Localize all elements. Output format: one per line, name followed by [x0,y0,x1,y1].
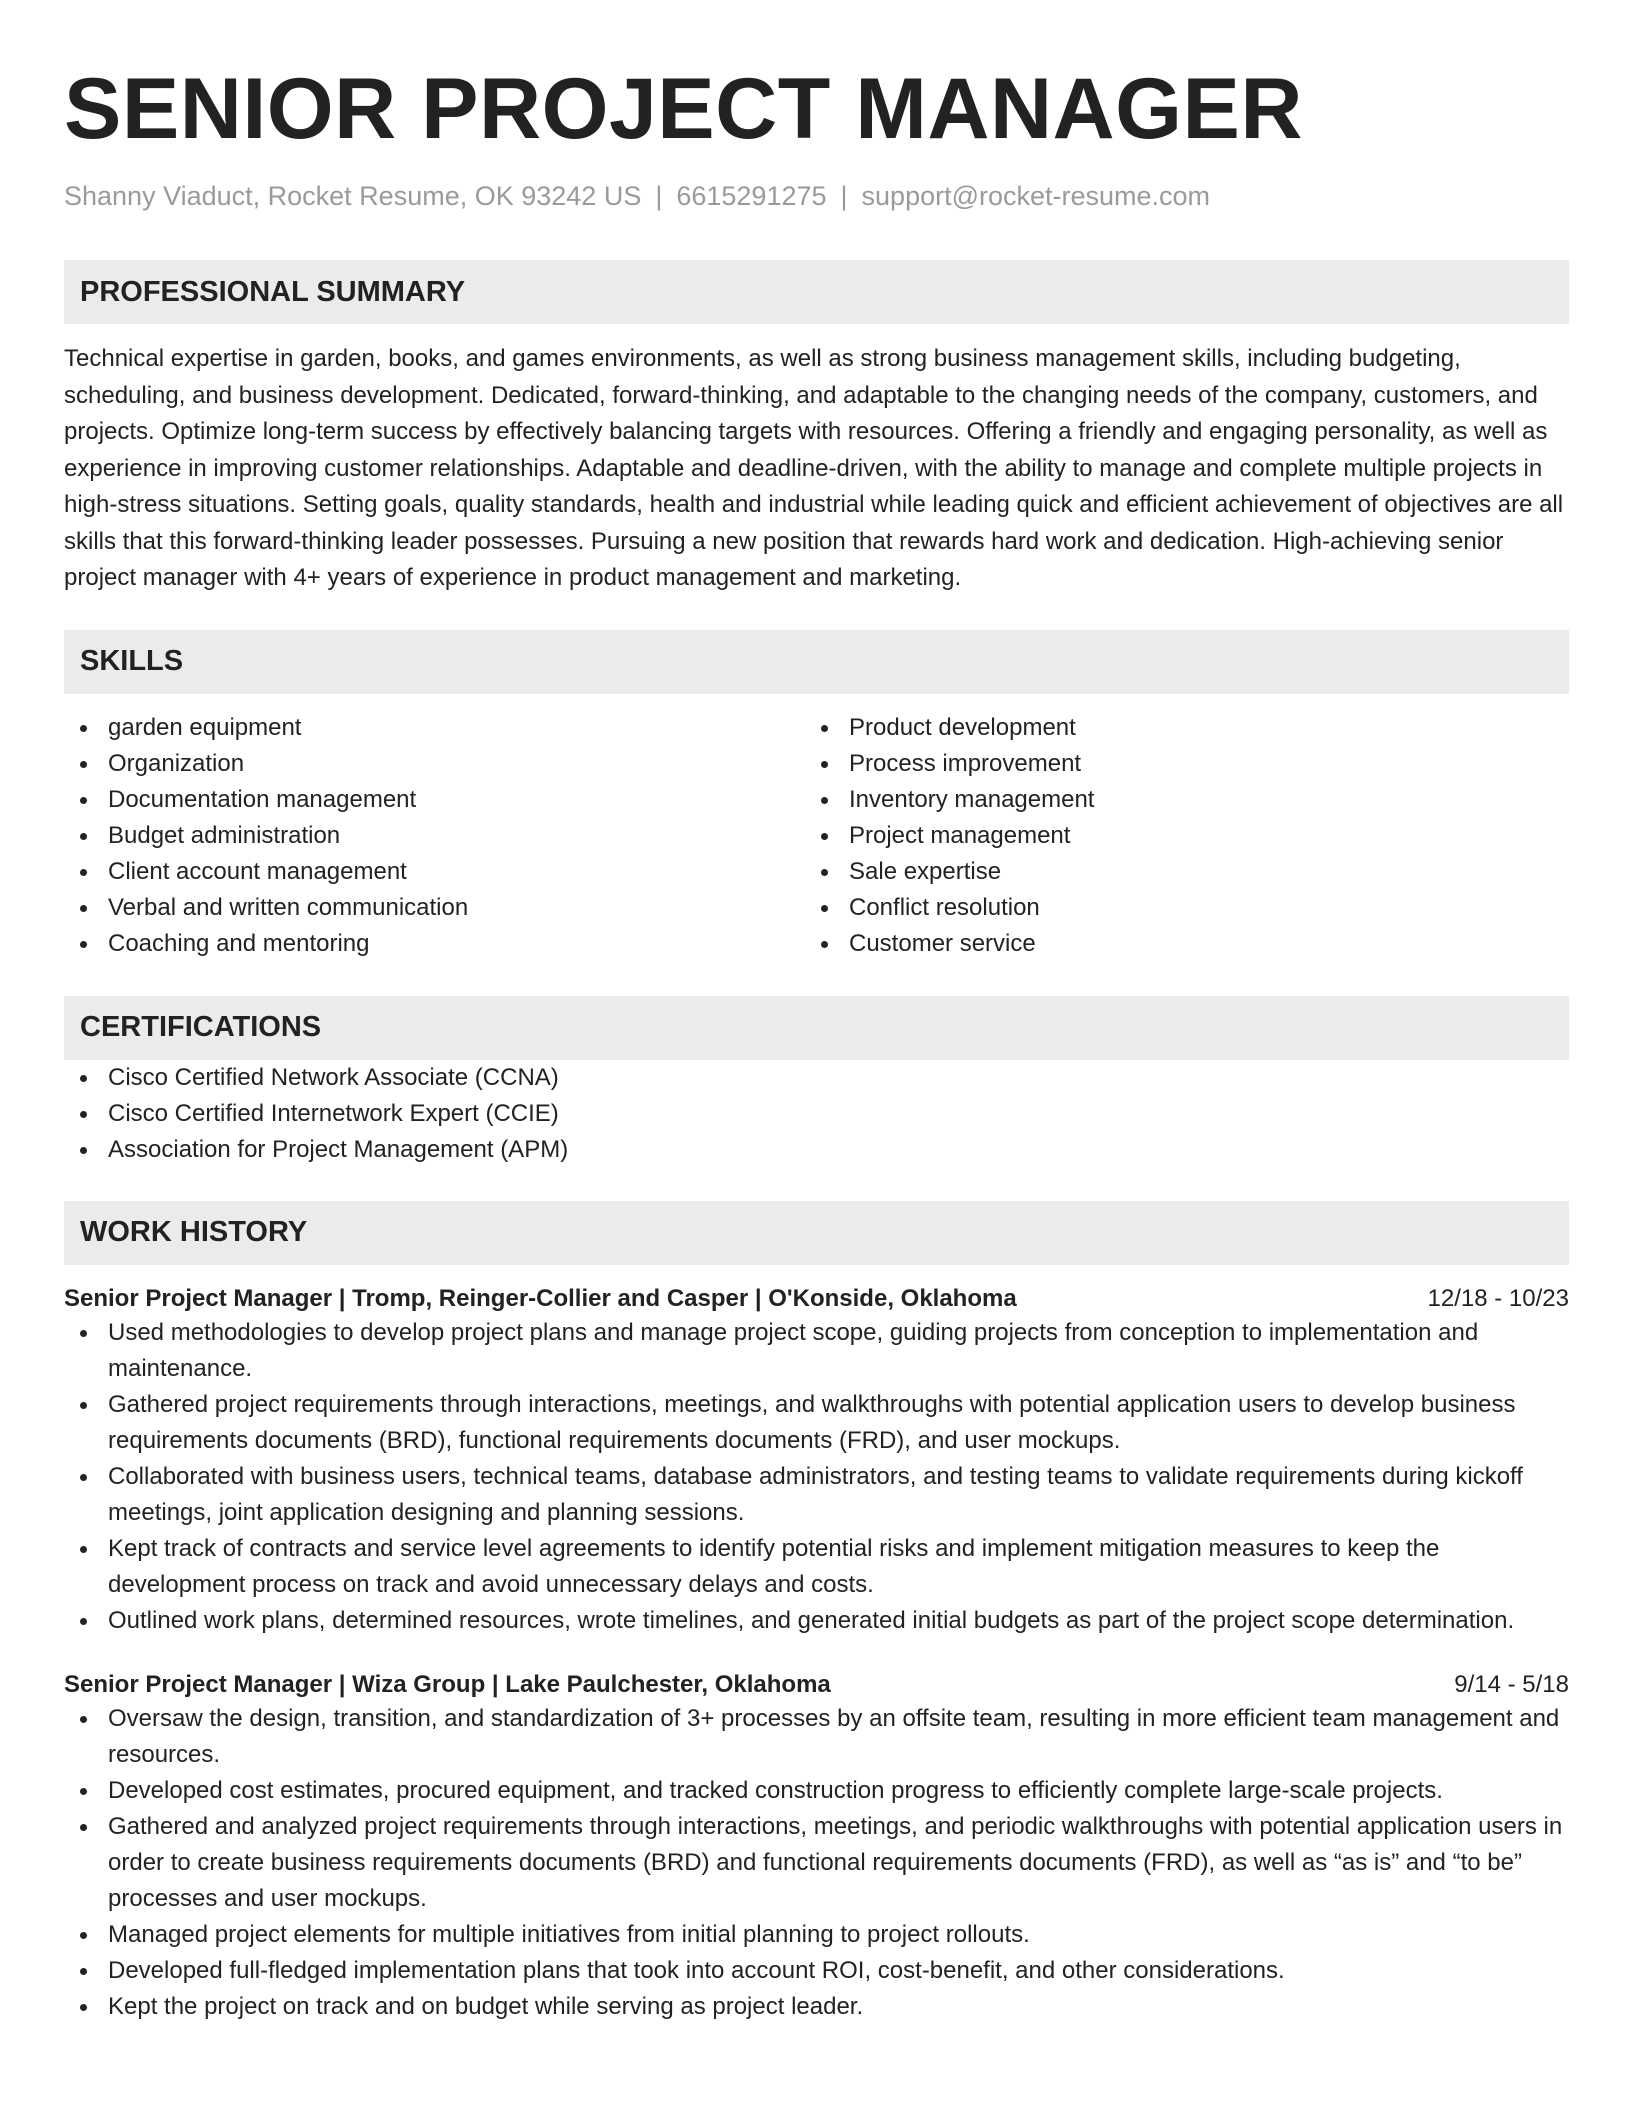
job-bullet: Kept track of contracts and service level agreements to identify potential risks and implement mitigation measures to keep the development process on track and avoid unnecessary delays and costs. [64,1531,1569,1603]
skill-item: Conflict resolution [805,890,1546,926]
certification-item: Cisco Certified Network Associate (CCNA) [64,1060,1569,1096]
skills-list-right [805,710,1546,962]
job-bullet: Oversaw the design, transition, and standardization of 3+ processes by an offsite team, resulting in more efficient team management and resources. [64,1701,1569,1773]
skill-item: Process improvement [805,746,1546,782]
job-header [64,1283,1569,1315]
skills-heading: SKILLS [64,630,1569,694]
job-bullet: Managed project elements for multiple initiatives from initial planning to project rollouts. [64,1917,1569,1953]
skill-item: Documentation management [64,782,805,818]
job-title-line: Senior Project Manager | Tromp, Reinger-Collier and Casper | O'Konside, Oklahoma [64,1284,1017,1312]
job-bullet: Gathered and analyzed project requirements through interactions, meetings, and periodic walkthroughs with potential application users in order to create business requirements documents (BRD) and functional requirements documents (FRD), as well as “as is” and “to be” processes and user mockups. [64,1809,1569,1917]
skill-item: Inventory management [805,782,1546,818]
skill-item: Customer service [805,926,1546,962]
skills-list-left [64,710,805,962]
job-bullet: Used methodologies to develop project plans and manage project scope, guiding projects from conception to implementation and maintenance. [64,1315,1569,1387]
job-bullet: Collaborated with business users, technical teams, database administrators, and testing teams to validate requirements during kickoff meetings, joint application designing and planning sessions. [64,1459,1569,1531]
summary-text: Technical expertise in garden, books, and games environments, as well as strong business management skills, including budgeting, scheduling, and business development. Dedicated, forward-thinking, and adaptable to the changing needs of the company, customers, and projects. Optimize long-term success by effectively balancing targets with resources. Offering a friendly and engaging personality, as well as experience in improving customer relationships. Adaptable and deadline-driven, with the ability to manage and complete multiple projects in high-stress situations. Setting goals, quality standards, health and industrial while leading quick and efficient achievement of objectives are all skills that this forward-thinking leader possesses. Pursuing a new position that rewards hard work and dedication. High-achieving senior project manager with 4+ years of experience in product management and marketing. [64,345,1564,592]
skill-item: Organization [64,746,805,782]
job-header [64,1669,1569,1701]
contact-phone: 6615291275 [676,181,827,211]
skill-item: Project management [805,818,1546,854]
work-history-heading: WORK HISTORY [64,1201,1569,1265]
certifications-list [64,1060,1569,1168]
contact-line [64,180,1569,212]
skill-item: Sale expertise [805,854,1546,890]
job-bullet-list [64,1701,1569,2025]
certification-item: Association for Project Management (APM) [64,1132,1569,1168]
resume-title: SENIOR PROJECT MANAGER [64,61,1304,157]
summary-heading: PROFESSIONAL SUMMARY [64,260,1569,324]
job-dates: 9/14 - 5/18 [1454,1670,1569,1698]
skill-item: Coaching and mentoring [64,926,805,962]
job-bullet: Gathered project requirements through interactions, meetings, and walkthroughs with potential application users to develop business requirements documents (BRD), functional requirements documents (FRD), and user mockups. [64,1387,1569,1459]
certifications-heading: CERTIFICATIONS [64,996,1569,1060]
job-title-line: Senior Project Manager | Wiza Group | Lake Paulchester, Oklahoma [64,1670,831,1698]
job-bullet: Developed full-fledged implementation plans that took into account ROI, cost-benefit, and other considerations. [64,1953,1569,1989]
certification-item: Cisco Certified Internetwork Expert (CCIE) [64,1096,1569,1132]
job-bullet-list [64,1315,1569,1639]
contact-separator: | [840,181,848,211]
job-bullet: Developed cost estimates, procured equipment, and tracked construction progress to efficiently complete large-scale projects. [64,1773,1569,1809]
skill-item: garden equipment [64,710,805,746]
contact-address: Shanny Viaduct, Rocket Resume, OK 93242 US [64,181,642,211]
job-bullet: Outlined work plans, determined resources, wrote timelines, and generated initial budgets as part of the project scope determination. [64,1603,1569,1639]
skill-item: Budget administration [64,818,805,854]
skill-item: Verbal and written communication [64,890,805,926]
skill-item: Client account management [64,854,805,890]
job-bullet: Kept the project on track and on budget while serving as project leader. [64,1989,1569,2025]
skills-grid [64,710,1569,962]
contact-separator: | [655,181,663,211]
job-dates: 12/18 - 10/23 [1427,1284,1569,1312]
contact-email: support@rocket-resume.com [861,181,1211,211]
skill-item: Product development [805,710,1546,746]
